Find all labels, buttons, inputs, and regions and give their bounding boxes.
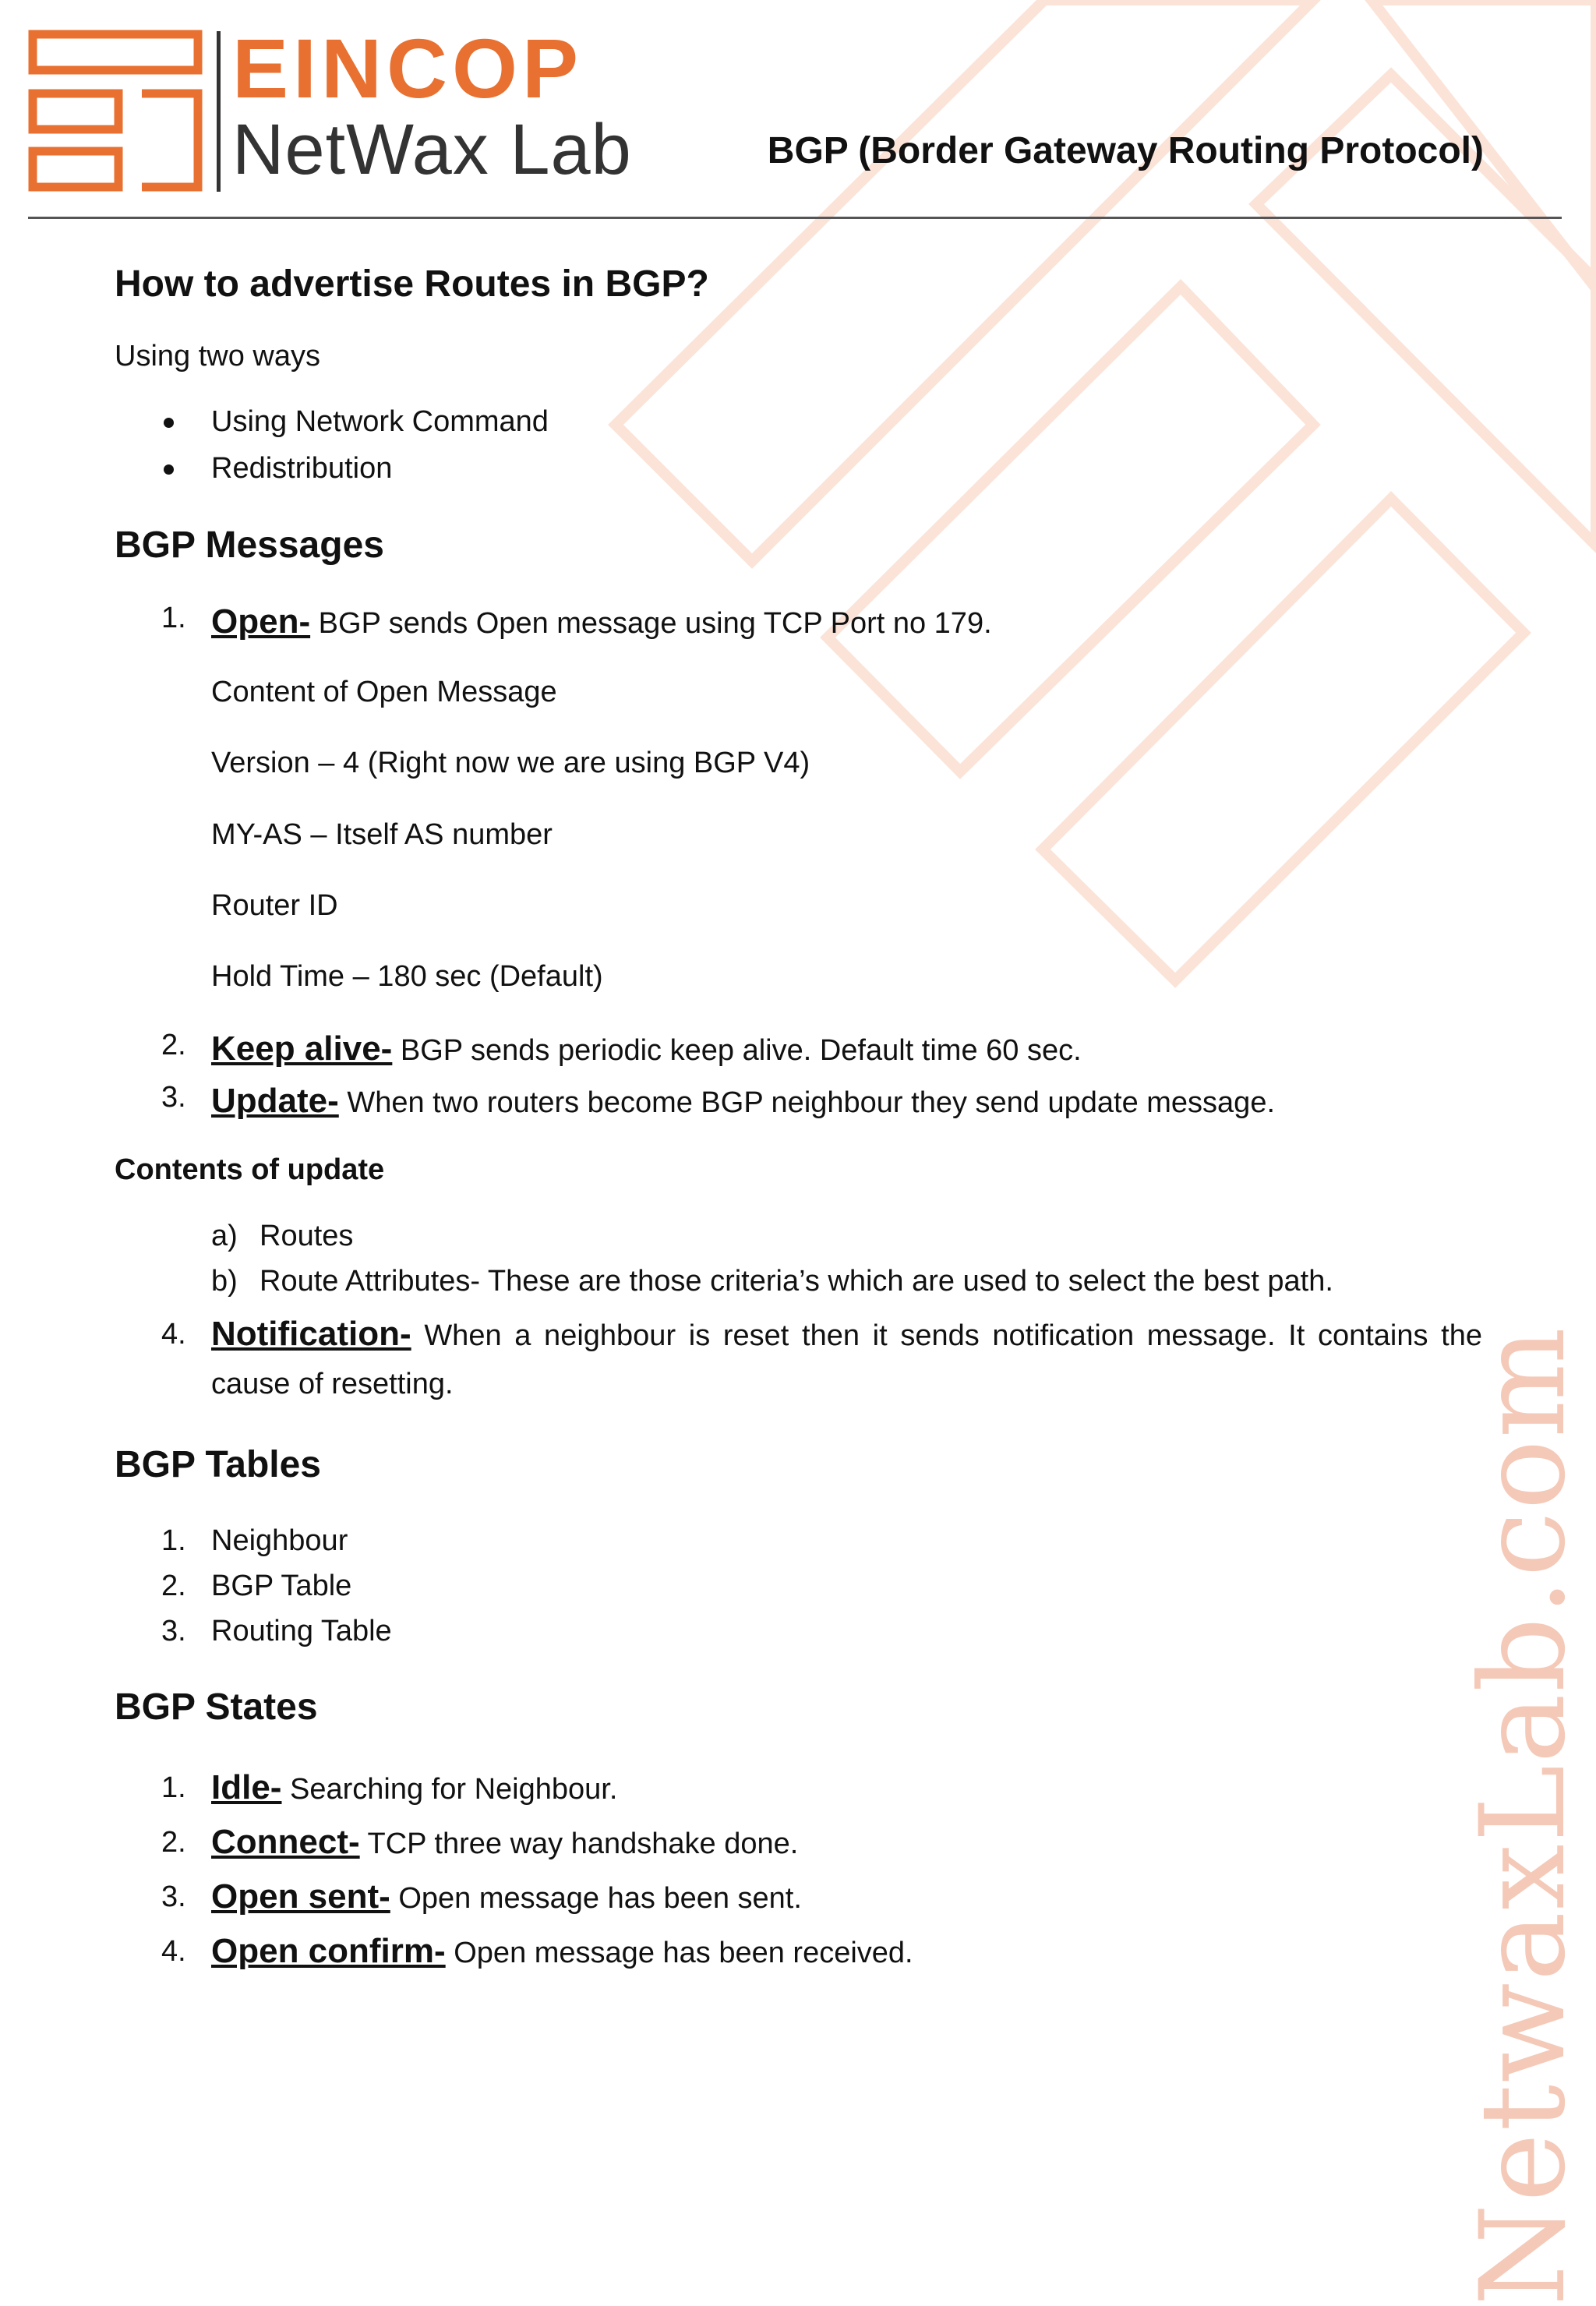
states-list — [115, 1761, 1482, 1979]
list-item-text: Neighbour — [211, 1524, 348, 1558]
message-item-keepalive — [115, 1026, 1482, 1071]
list-item — [115, 1518, 1482, 1563]
list-number: 2. — [161, 1825, 186, 1859]
messages-list — [115, 599, 1482, 1124]
message-keyword: Open- — [211, 602, 311, 641]
list-number: 1. — [161, 601, 186, 634]
state-keyword: Open confirm- — [211, 1931, 446, 1970]
list-item-text: Routing Table — [211, 1615, 392, 1648]
list-number: 2. — [161, 1570, 186, 1603]
list-number: 3. — [161, 1081, 186, 1114]
list-number: 4. — [161, 1317, 186, 1351]
state-keyword: Idle- — [211, 1767, 282, 1806]
open-detail: MY-AS – Itself AS number — [211, 818, 553, 851]
message-description: When a neighbour is reset then it sends notification message. It contains the cause of resetting. — [211, 1319, 1482, 1400]
tables-list — [115, 1518, 1482, 1654]
list-number: 1. — [161, 1524, 186, 1558]
open-detail: Version – 4 (Right now we are using BGP V4) — [211, 747, 810, 780]
open-detail: Content of Open Message — [211, 675, 557, 708]
list-number: 3. — [161, 1880, 186, 1913]
state-description: Searching for Neighbour. — [281, 1772, 618, 1806]
state-item-connect — [115, 1816, 1482, 1870]
open-detail: Hold Time – 180 sec (Default) — [211, 960, 603, 994]
section-heading-advertise: How to advertise Routes in BGP? — [115, 263, 709, 305]
advertise-intro: Using two ways — [115, 339, 320, 373]
message-description: BGP sends periodic keep alive. Default time 60 sec. — [392, 1033, 1082, 1067]
state-item-idle — [115, 1761, 1482, 1816]
list-item: Using Network Command — [115, 398, 1482, 445]
section-heading-states: BGP States — [115, 1686, 318, 1729]
message-keyword: Keep alive- — [211, 1029, 393, 1068]
list-item — [115, 1259, 1482, 1304]
watermark-text: NetwaxLab.com — [1456, 1325, 1591, 2306]
list-item — [115, 1609, 1482, 1654]
state-keyword: Connect- — [211, 1822, 360, 1861]
list-item — [115, 1213, 1482, 1259]
page-content — [115, 262, 1482, 1979]
message-item-open — [115, 599, 1482, 644]
page-header — [0, 0, 1596, 220]
open-detail: Router ID — [211, 889, 338, 923]
message-keyword: Notification- — [211, 1314, 411, 1353]
brand-subtitle: NetWax Lab — [232, 110, 632, 189]
list-item — [115, 1563, 1482, 1609]
document-title: BGP (Border Gateway Routing Protocol) — [767, 130, 1484, 171]
list-letter: a) — [211, 1219, 238, 1252]
list-item-text: Route Attributes- These are those criteria’s which are used to select the best path. — [260, 1264, 1333, 1298]
message-item-update — [115, 1079, 1482, 1123]
state-description: Open message has been sent. — [390, 1881, 802, 1915]
update-contents-list — [115, 1213, 1482, 1304]
list-letter: b) — [211, 1264, 238, 1298]
eincop-logo-icon — [28, 30, 223, 193]
message-description: When two routers become BGP neighbour they send update message. — [338, 1086, 1276, 1120]
message-keyword: Update- — [211, 1082, 339, 1121]
list-number: 3. — [161, 1615, 186, 1648]
list-item: Redistribution — [115, 445, 1482, 492]
state-item-open-sent — [115, 1870, 1482, 1925]
list-number: 2. — [161, 1028, 186, 1061]
list-number: 4. — [161, 1934, 186, 1968]
list-item-text: BGP Table — [211, 1570, 352, 1603]
section-heading-tables: BGP Tables — [115, 1443, 321, 1485]
header-divider — [28, 217, 1562, 219]
update-contents-heading: Contents of update — [115, 1153, 385, 1187]
section-heading-messages: BGP Messages — [115, 524, 384, 567]
list-item-text: Routes — [260, 1219, 354, 1252]
message-description: BGP sends Open message using TCP Port no 179. — [310, 606, 992, 640]
list-number: 1. — [161, 1771, 186, 1804]
state-description: Open message has been received. — [445, 1936, 913, 1969]
message-item-notification — [115, 1310, 1482, 1408]
state-keyword: Open sent- — [211, 1877, 390, 1916]
brand-name: EINCOP — [232, 21, 584, 115]
state-description: TCP three way handshake done. — [359, 1827, 799, 1860]
advertise-bullet-list — [115, 398, 1482, 492]
state-item-open-confirm — [115, 1925, 1482, 1979]
